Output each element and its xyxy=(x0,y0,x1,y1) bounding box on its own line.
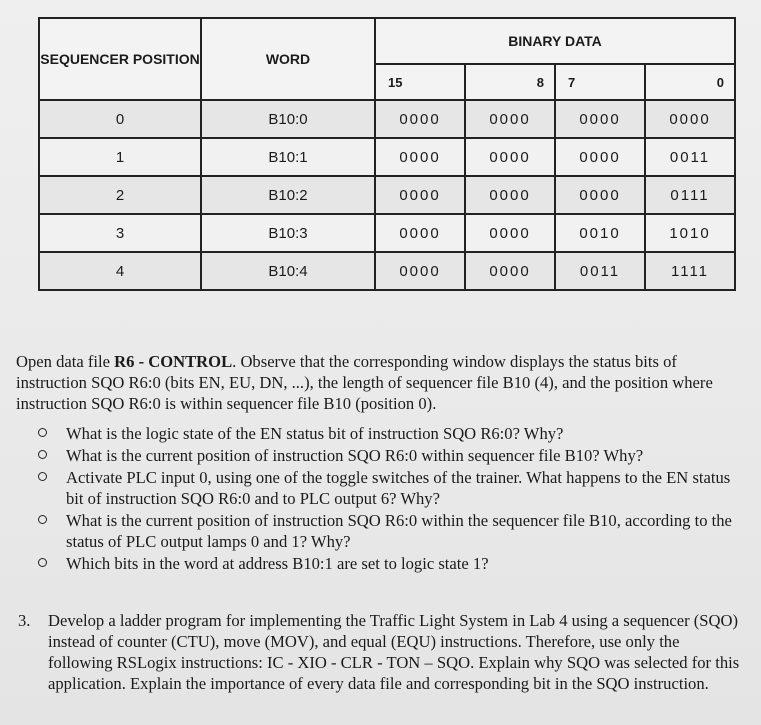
cell-nibble: 0000 xyxy=(375,100,465,138)
cell-nibble: 0000 xyxy=(465,214,555,252)
table-row xyxy=(39,252,735,290)
cell-word: B10:1 xyxy=(201,138,375,176)
cell-nibble: 0000 xyxy=(375,138,465,176)
cell-nibble: 1111 xyxy=(645,252,735,290)
cell-position: 1 xyxy=(39,138,201,176)
bullet-text: What is the logic state of the EN status bit of instruction SQO R6:0? Why? xyxy=(66,424,564,443)
question-text: Develop a ladder program for implementing the Traffic Light System in Lab 4 using a sequencer (SQO) instead of counter (CTU), move (MOV), and equal (EQU) instructions. Therefore, use only the following RSLogix instructions: IC - XIO - CLR - TON – SQO. Explain why SQO was selected for this application. Explain the importance of every data file and corresponding bit in the SQO instruction. xyxy=(48,611,740,693)
bullet-text: What is the current position of instruction SQO R6:0 within sequencer file B10? Why? xyxy=(66,446,644,465)
question-number: 3. xyxy=(18,611,31,630)
header-bit-15: 15 xyxy=(375,64,465,100)
bullet-text: Which bits in the word at address B10:1 are set to logic state 1? xyxy=(66,554,489,573)
header-bit-7: 7 xyxy=(555,64,645,100)
cell-nibble: 0000 xyxy=(465,138,555,176)
cell-nibble: 0000 xyxy=(465,176,555,214)
list-item xyxy=(38,423,748,444)
bullet-text: What is the current position of instruction SQO R6:0 within the sequencer file B10, according to the status of PLC output lamps 0 and 1? Why? xyxy=(66,511,732,551)
sequencer-table xyxy=(38,17,736,291)
cell-word: B10:3 xyxy=(201,214,375,252)
bullet-text: Activate PLC input 0, using one of the toggle switches of the trainer. What happens to the EN status bit of instruction SQO R6:0 and to PLC output 6? Why? xyxy=(66,468,731,508)
header-binary-data: BINARY DATA xyxy=(375,18,735,64)
cell-nibble: 0000 xyxy=(645,100,735,138)
cell-nibble: 0000 xyxy=(555,138,645,176)
question-list xyxy=(38,423,748,575)
cell-nibble: 0011 xyxy=(645,138,735,176)
bullet-circle-icon xyxy=(38,428,47,437)
cell-nibble: 0000 xyxy=(375,214,465,252)
cell-nibble: 0011 xyxy=(555,252,645,290)
list-item xyxy=(38,445,748,466)
header-bit-8: 8 xyxy=(465,64,555,100)
instruction-paragraph xyxy=(16,351,746,414)
header-bit-0: 0 xyxy=(645,64,735,100)
cell-nibble: 0000 xyxy=(375,252,465,290)
question-3 xyxy=(18,610,748,694)
bullet-circle-icon xyxy=(38,450,47,459)
cell-position: 4 xyxy=(39,252,201,290)
cell-nibble: 0010 xyxy=(555,214,645,252)
cell-position: 3 xyxy=(39,214,201,252)
bullet-circle-icon xyxy=(38,515,47,524)
paragraph-post: . Observe that the corresponding window displays the status bits of instruction SQO R6:0 (bits EN, EU, DN, ...), the length of sequencer file B10 (4), and the position where instruction SQO R6:0 is within sequencer file B10 (position 0). xyxy=(16,351,713,413)
cell-word: B10:0 xyxy=(201,100,375,138)
list-item xyxy=(38,510,748,552)
list-item xyxy=(38,467,748,509)
cell-word: B10:2 xyxy=(201,176,375,214)
list-item xyxy=(38,553,748,574)
bullet-circle-icon xyxy=(38,558,47,567)
cell-position: 2 xyxy=(39,176,201,214)
paragraph-bold: R6 - CONTROL xyxy=(114,351,233,371)
table-row xyxy=(39,138,735,176)
cell-nibble: 1010 xyxy=(645,214,735,252)
cell-word: B10:4 xyxy=(201,252,375,290)
paragraph-pre: Open data file xyxy=(16,351,115,371)
cell-position: 0 xyxy=(39,100,201,138)
table-row xyxy=(39,214,735,252)
cell-nibble: 0000 xyxy=(555,100,645,138)
cell-nibble: 0000 xyxy=(465,100,555,138)
cell-nibble: 0111 xyxy=(645,176,735,214)
cell-nibble: 0000 xyxy=(375,176,465,214)
header-word: WORD xyxy=(201,18,375,100)
table-row xyxy=(39,100,735,138)
bullet-circle-icon xyxy=(38,472,47,481)
cell-nibble: 0000 xyxy=(465,252,555,290)
cell-nibble: 0000 xyxy=(555,176,645,214)
header-sequencer-position: SEQUENCER POSITION xyxy=(39,18,201,100)
table-row xyxy=(39,176,735,214)
